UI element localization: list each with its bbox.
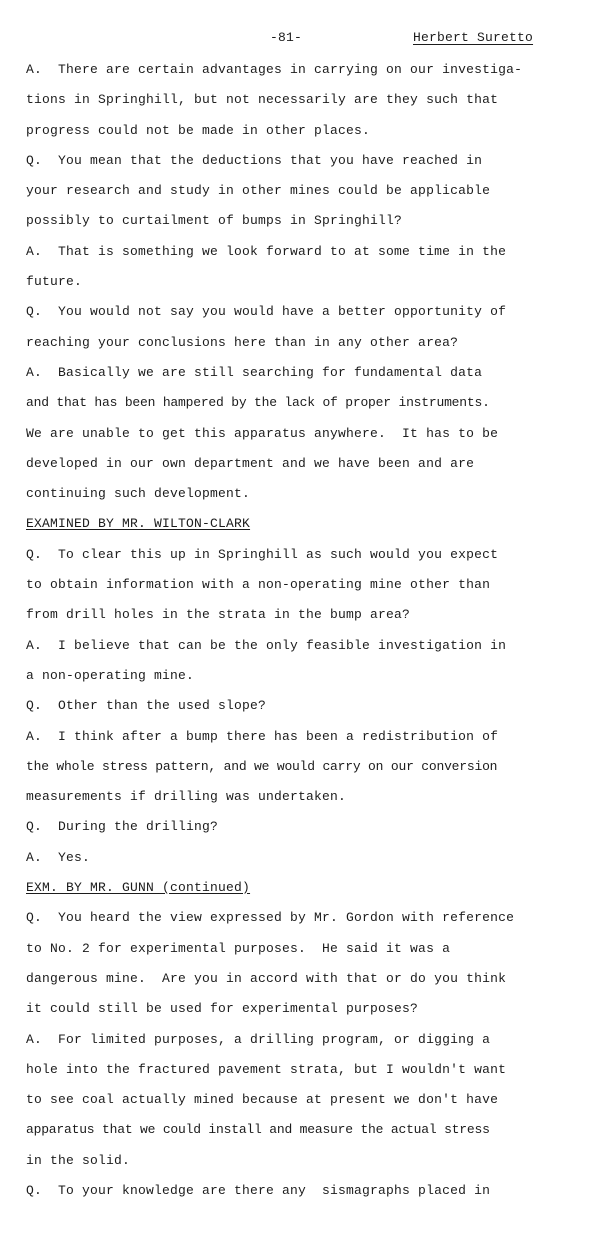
answer-line: A. That is something we look forward to at some time in the: [26, 243, 507, 259]
text-line: to No. 2 for experimental purposes. He said it was a: [26, 940, 451, 956]
text-line: tions in Springhill, but not necessarily are they such that: [26, 92, 499, 108]
section-heading: EXAMINED BY MR. WILTON-CLARK: [26, 516, 251, 532]
text-line: to see coal actually mined because at present we don't have: [26, 1092, 499, 1108]
question-line: Q. Other than the used slope?: [26, 698, 267, 714]
question-line: Q. You would not say you would have a better opportunity of: [26, 304, 507, 320]
question-line: Q. To your knowledge are there any sismagraphs placed in: [26, 1182, 491, 1198]
section-heading: EXM. BY MR. GUNN (continued): [26, 880, 251, 896]
text-line: hole into the fractured pavement strata, but I wouldn't want: [26, 1061, 507, 1077]
answer-line: A. I think after a bump there has been a redistribution of: [26, 728, 499, 744]
answer-line: A. I believe that can be the only feasible investigation in: [26, 637, 507, 653]
answer-line: A. There are certain advantages in carrying on our investiga-: [26, 62, 523, 77]
answer-line: A. For limited purposes, a drilling program, or digging a: [26, 1031, 491, 1047]
text-line: apparatus that we could install and measure the actual stress: [26, 1122, 490, 1138]
page-number: -81-: [270, 30, 303, 45]
question-line: Q. During the drilling?: [26, 819, 219, 835]
text-line: reaching your conclusions here than in any other area?: [26, 334, 459, 350]
text-line: from drill holes in the strata in the bump area?: [26, 607, 411, 623]
witness-name: Herbert Suretto: [413, 30, 534, 45]
text-line: future.: [26, 274, 83, 290]
question-line: Q. To clear this up in Springhill as such would you expect: [26, 546, 499, 562]
text-line: and that has been hampered by the lack of proper instruments.: [26, 395, 490, 411]
text-line: measurements if drilling was undertaken.: [26, 789, 347, 805]
answer-line: A. Yes.: [26, 849, 91, 865]
text-line: continuing such development.: [26, 486, 251, 502]
page-header: [0, 30, 610, 50]
text-line: to obtain information with a non-operating mine other than: [26, 577, 491, 593]
text-line: dangerous mine. Are you in accord with that or do you think: [26, 970, 507, 986]
question-line: Q. You mean that the deductions that you have reached in: [26, 152, 483, 168]
answer-line: A. Basically we are still searching for fundamental data: [26, 364, 483, 380]
question-line: Q. You heard the view expressed by Mr. Gordon with reference: [26, 910, 515, 926]
text-line: a non-operating mine.: [26, 667, 195, 683]
text-line: the whole stress pattern, and we would carry on our conversion: [26, 758, 498, 774]
transcript-body: [26, 59, 601, 1210]
text-line: progress could not be made in other places.: [26, 122, 371, 138]
text-line: possibly to curtailment of bumps in Springhill?: [26, 213, 403, 229]
text-line: We are unable to get this apparatus anywhere. It has to be: [26, 425, 499, 441]
text-line: developed in our own department and we have been and are: [26, 455, 475, 471]
text-line: in the solid.: [26, 1152, 131, 1168]
text-line: it could still be used for experimental purposes?: [26, 1001, 419, 1017]
text-line: your research and study in other mines could be applicable: [26, 183, 491, 199]
